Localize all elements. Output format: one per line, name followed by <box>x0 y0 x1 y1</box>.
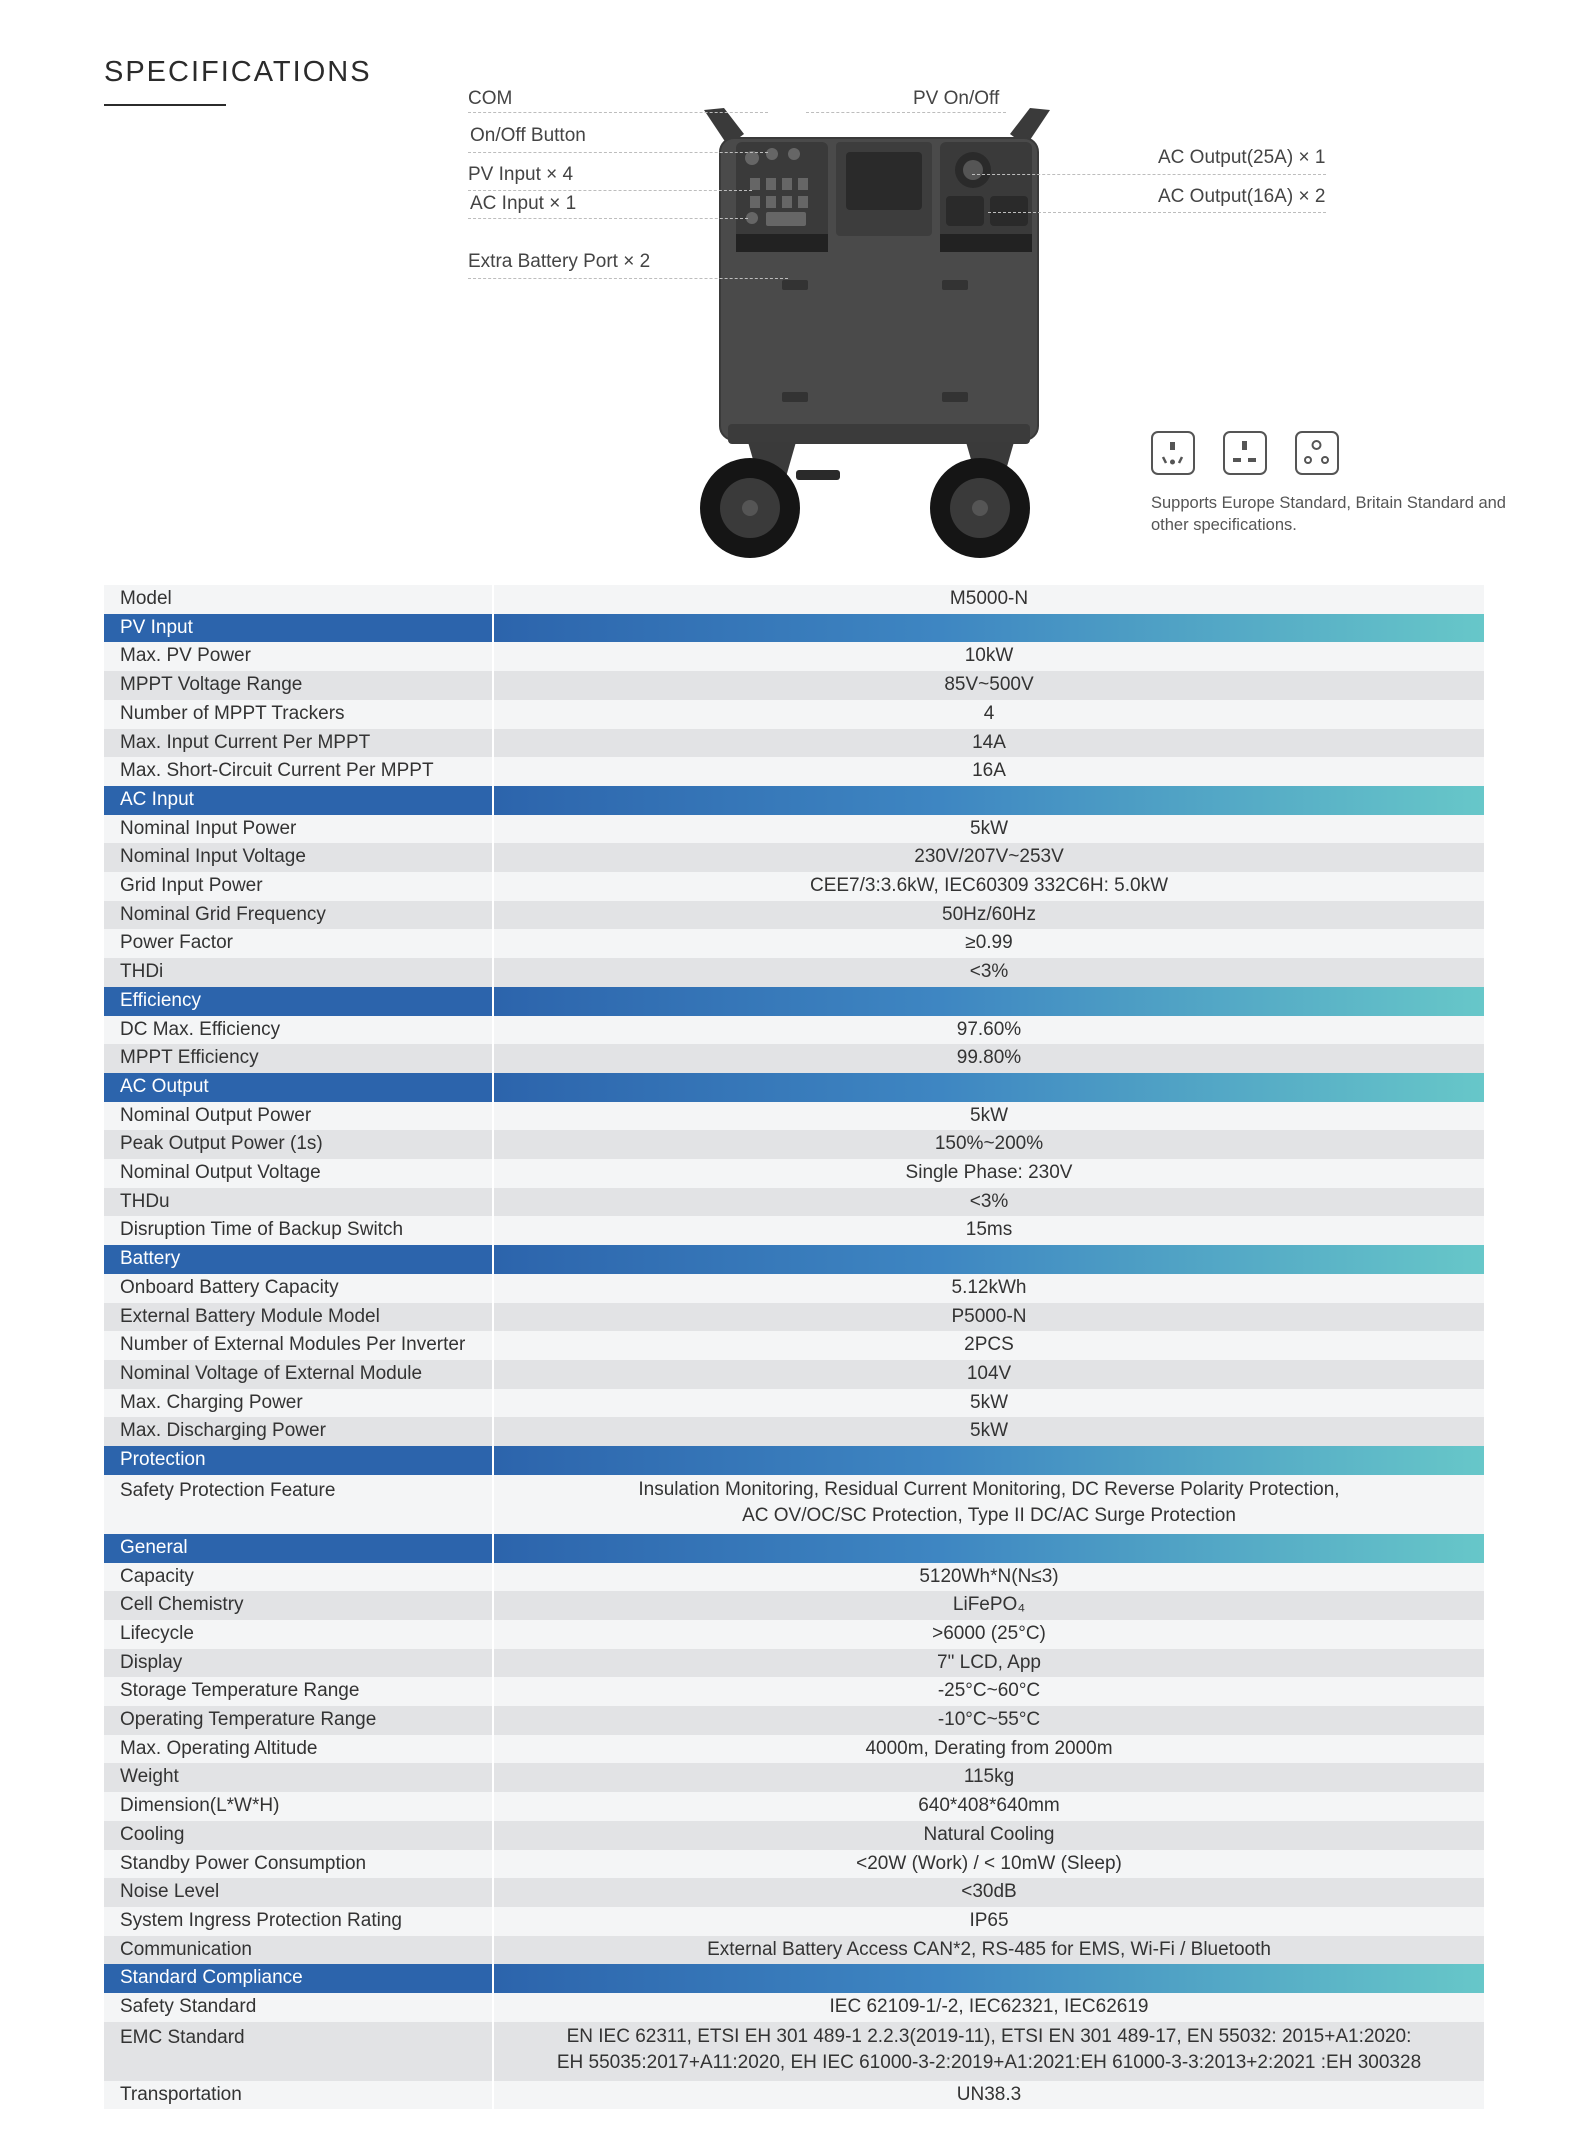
spec-label: EMC Standard <box>104 2022 493 2081</box>
table-row <box>104 1706 1484 1735</box>
spec-value: External Battery Access CAN*2, RS-485 for EMS, Wi-Fi / Bluetooth <box>493 1936 1484 1965</box>
table-row <box>104 1907 1484 1936</box>
spec-value: 640*408*640mm <box>493 1792 1484 1821</box>
spec-value: 99.80% <box>493 1044 1484 1073</box>
callout-line-com <box>468 112 768 113</box>
spec-value: <3% <box>493 958 1484 987</box>
table-row <box>104 1130 1484 1159</box>
spec-label: Number of External Modules Per Inverter <box>104 1331 493 1360</box>
table-row <box>104 843 1484 872</box>
spec-value: 5120Wh*N(N≤3) <box>493 1563 1484 1592</box>
table-row <box>104 1763 1484 1792</box>
spec-label: Nominal Input Voltage <box>104 843 493 872</box>
spec-value: UN38.3 <box>493 2081 1484 2110</box>
spec-label: Grid Input Power <box>104 872 493 901</box>
callout-ac-output-16a: AC Output(16A) × 2 <box>1158 186 1326 207</box>
spec-value: 5kW <box>493 1389 1484 1418</box>
spec-label: Max. PV Power <box>104 642 493 671</box>
section-header <box>104 1964 1484 1993</box>
spec-value: <3% <box>493 1188 1484 1217</box>
spec-value-line: EH 55035:2017+A11:2020, EH IEC 61000-3-2:2019+A1:2021:EH 61000-3-3:2013+2:2021 :EH 300328 <box>556 2051 1422 2073</box>
spec-value: ≥0.99 <box>493 929 1484 958</box>
title-underline <box>104 104 226 106</box>
table-row <box>104 1993 1484 2022</box>
spec-label: Model <box>104 585 493 614</box>
spec-label: DC Max. Efficiency <box>104 1016 493 1045</box>
britain-socket-icon <box>1223 431 1267 475</box>
spec-value: 4000m, Derating from 2000m <box>493 1735 1484 1764</box>
section-header <box>104 1446 1484 1475</box>
spec-value: IEC 62109-1/-2, IEC62321, IEC62619 <box>493 1993 1484 2022</box>
spec-value: 97.60% <box>493 1016 1484 1045</box>
section-title: Standard Compliance <box>104 1964 493 1993</box>
table-row <box>104 1620 1484 1649</box>
table-row <box>104 2081 1484 2110</box>
spec-value: IP65 <box>493 1907 1484 1936</box>
spec-value: Single Phase: 230V <box>493 1159 1484 1188</box>
spec-label: Standby Power Consumption <box>104 1850 493 1879</box>
section-header <box>104 987 1484 1016</box>
spec-value: 50Hz/60Hz <box>493 901 1484 930</box>
spec-label: Safety Standard <box>104 1993 493 2022</box>
section-title: AC Input <box>104 786 493 815</box>
table-row <box>104 1102 1484 1131</box>
spec-value <box>493 1475 1484 1534</box>
spec-label: External Battery Module Model <box>104 1303 493 1332</box>
section-band <box>493 987 1484 1016</box>
table-row <box>104 1677 1484 1706</box>
spec-value: 5kW <box>493 815 1484 844</box>
socket-support-note: Supports Europe Standard, Britain Standard and other specifications. <box>1151 494 1506 534</box>
spec-label: Capacity <box>104 1563 493 1592</box>
spec-label: Noise Level <box>104 1878 493 1907</box>
spec-label: Nominal Voltage of External Module <box>104 1360 493 1389</box>
spec-value: -10°C~55°C <box>493 1706 1484 1735</box>
callout-extra-battery-port: Extra Battery Port × 2 <box>468 251 651 272</box>
table-row <box>104 1936 1484 1965</box>
table-row <box>104 1360 1484 1389</box>
spec-label: Onboard Battery Capacity <box>104 1274 493 1303</box>
spec-value: -25°C~60°C <box>493 1677 1484 1706</box>
spec-label: Max. Input Current Per MPPT <box>104 729 493 758</box>
section-band <box>493 614 1484 643</box>
spec-value: 5kW <box>493 1102 1484 1131</box>
page-title: SPECIFICATIONS <box>104 56 372 88</box>
europe-socket-icon <box>1151 431 1195 475</box>
section-header <box>104 786 1484 815</box>
spec-label: Dimension(L*W*H) <box>104 1792 493 1821</box>
spec-value: Natural Cooling <box>493 1821 1484 1850</box>
section-band <box>493 1534 1484 1563</box>
table-row <box>104 729 1484 758</box>
spec-value: >6000 (25°C) <box>493 1620 1484 1649</box>
spec-value: LiFePO₄ <box>493 1591 1484 1620</box>
section-title: Efficiency <box>104 987 493 1016</box>
callout-line-ac-output-25a <box>972 174 1326 175</box>
spec-value: P5000-N <box>493 1303 1484 1332</box>
spec-value <box>493 2022 1484 2081</box>
section-title: Battery <box>104 1245 493 1274</box>
table-row <box>104 1389 1484 1418</box>
table-row <box>104 585 1484 614</box>
spec-value: 5kW <box>493 1417 1484 1446</box>
table-row <box>104 1475 1484 1534</box>
spec-label: THDu <box>104 1188 493 1217</box>
spec-value: <30dB <box>493 1878 1484 1907</box>
table-row <box>104 1188 1484 1217</box>
section-band <box>493 1446 1484 1475</box>
callout-line-onoff-button <box>468 152 768 153</box>
spec-value: 104V <box>493 1360 1484 1389</box>
section-header <box>104 1534 1484 1563</box>
spec-label: Transportation <box>104 2081 493 2110</box>
callout-pv-input: PV Input × 4 <box>468 164 574 185</box>
section-band <box>493 1964 1484 1993</box>
spec-label: Safety Protection Feature <box>104 1475 493 1534</box>
callout-com: COM <box>468 88 513 109</box>
spec-label: Max. Operating Altitude <box>104 1735 493 1764</box>
spec-value: 7" LCD, App <box>493 1649 1484 1678</box>
spec-value: 230V/207V~253V <box>493 843 1484 872</box>
spec-table <box>104 585 1484 2109</box>
spec-value: 85V~500V <box>493 671 1484 700</box>
spec-value: <20W (Work) / < 10mW (Sleep) <box>493 1850 1484 1879</box>
table-row <box>104 1591 1484 1620</box>
table-row <box>104 929 1484 958</box>
spec-value-line: AC OV/OC/SC Protection, Type II DC/AC Surge Protection <box>742 1504 1236 1526</box>
table-row <box>104 1016 1484 1045</box>
spec-label: Max. Discharging Power <box>104 1417 493 1446</box>
table-row <box>104 2022 1484 2081</box>
spec-label: Storage Temperature Range <box>104 1677 493 1706</box>
callout-line-ac-input <box>468 218 748 219</box>
table-row <box>104 901 1484 930</box>
section-title: PV Input <box>104 614 493 643</box>
table-row <box>104 1417 1484 1446</box>
section-title: Protection <box>104 1446 493 1475</box>
callout-ac-input: AC Input × 1 <box>470 193 577 214</box>
table-row <box>104 642 1484 671</box>
spec-value: 16A <box>493 757 1484 786</box>
spec-value-line: Insulation Monitoring, Residual Current Monitoring, DC Reverse Polarity Protection, <box>638 1478 1340 1500</box>
spec-label: Peak Output Power (1s) <box>104 1130 493 1159</box>
spec-value: 4 <box>493 700 1484 729</box>
spec-label: Communication <box>104 1936 493 1965</box>
spec-label: Weight <box>104 1763 493 1792</box>
section-header <box>104 1245 1484 1274</box>
spec-label: Power Factor <box>104 929 493 958</box>
spec-label: MPPT Efficiency <box>104 1044 493 1073</box>
spec-label: Disruption Time of Backup Switch <box>104 1216 493 1245</box>
table-row <box>104 958 1484 987</box>
callout-line-ac-output-16a <box>988 212 1326 213</box>
spec-value: 2PCS <box>493 1331 1484 1360</box>
table-row <box>104 1821 1484 1850</box>
table-row <box>104 1303 1484 1332</box>
callout-line-pv-onoff <box>806 112 1006 113</box>
spec-value: 115kg <box>493 1763 1484 1792</box>
table-row <box>104 1792 1484 1821</box>
spec-label: Nominal Output Voltage <box>104 1159 493 1188</box>
callout-line-pv-input <box>468 190 752 191</box>
callout-line-extra-battery <box>468 278 788 279</box>
spec-value: 150%~200% <box>493 1130 1484 1159</box>
spec-value: 14A <box>493 729 1484 758</box>
section-title: AC Output <box>104 1073 493 1102</box>
spec-label: Cell Chemistry <box>104 1591 493 1620</box>
spec-label: Number of MPPT Trackers <box>104 700 493 729</box>
table-row <box>104 1735 1484 1764</box>
spec-value: 10kW <box>493 642 1484 671</box>
spec-label: Display <box>104 1649 493 1678</box>
table-row <box>104 671 1484 700</box>
table-row <box>104 1044 1484 1073</box>
spec-value: CEE7/3:3.6kW, IEC60309 332C6H: 5.0kW <box>493 872 1484 901</box>
spec-label: System Ingress Protection Rating <box>104 1907 493 1936</box>
round-pin-socket-icon <box>1295 431 1339 475</box>
spec-label: Max. Short-Circuit Current Per MPPT <box>104 757 493 786</box>
spec-value: 5.12kWh <box>493 1274 1484 1303</box>
section-title: General <box>104 1534 493 1563</box>
section-band <box>493 786 1484 815</box>
spec-label: Nominal Output Power <box>104 1102 493 1131</box>
table-row <box>104 1649 1484 1678</box>
spec-label: Max. Charging Power <box>104 1389 493 1418</box>
table-row <box>104 1878 1484 1907</box>
table-row <box>104 1274 1484 1303</box>
spec-label: Operating Temperature Range <box>104 1706 493 1735</box>
table-row <box>104 1850 1484 1879</box>
spec-value: M5000-N <box>493 585 1484 614</box>
table-row <box>104 1563 1484 1592</box>
spec-value: 15ms <box>493 1216 1484 1245</box>
callout-onoff-button: On/Off Button <box>470 125 586 146</box>
table-row <box>104 1216 1484 1245</box>
table-row <box>104 815 1484 844</box>
callout-pv-onoff: PV On/Off <box>913 88 1000 109</box>
section-header <box>104 614 1484 643</box>
table-row <box>104 1159 1484 1188</box>
spec-label: Cooling <box>104 1821 493 1850</box>
callout-ac-output-25a: AC Output(25A) × 1 <box>1158 147 1326 168</box>
spec-label: THDi <box>104 958 493 987</box>
table-row <box>104 872 1484 901</box>
section-band <box>493 1073 1484 1102</box>
spec-label: Nominal Grid Frequency <box>104 901 493 930</box>
table-row <box>104 700 1484 729</box>
section-header <box>104 1073 1484 1102</box>
spec-label: MPPT Voltage Range <box>104 671 493 700</box>
spec-label: Nominal Input Power <box>104 815 493 844</box>
table-row <box>104 757 1484 786</box>
spec-value-line: EN IEC 62311, ETSI EH 301 489-1 2.2.3(2019-11), ETSI EN 301 489-17, EN 55032: 2015+A1:2020: <box>566 2025 1412 2047</box>
spec-label: Lifecycle <box>104 1620 493 1649</box>
table-row <box>104 1331 1484 1360</box>
section-band <box>493 1245 1484 1274</box>
